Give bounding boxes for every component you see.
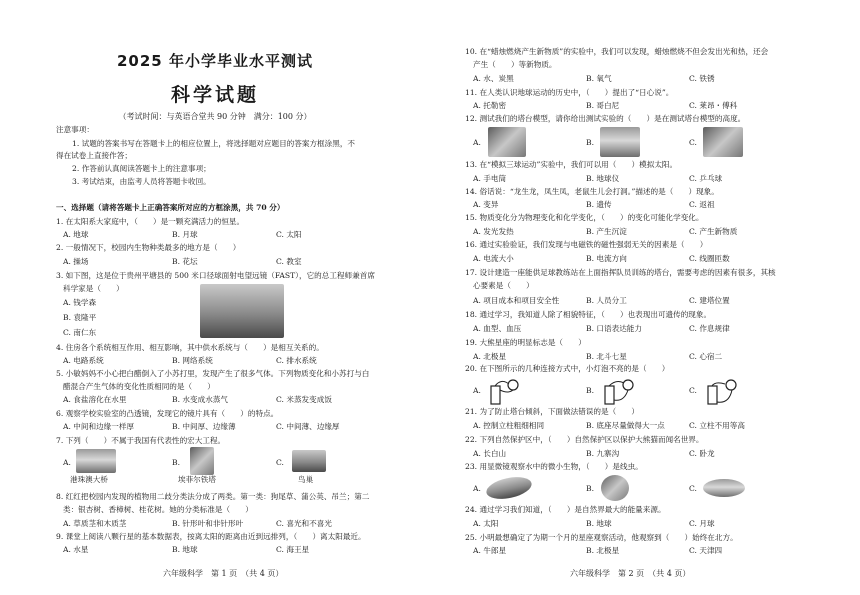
question-stem: 13. 在“模拟三球运动”实验中，我们可以用（ ）模拟太阳。 — [465, 160, 678, 169]
option-c: C. 喜光和不喜光 — [276, 519, 332, 528]
question-stem: 产生（ ）等新物质。 — [473, 60, 557, 69]
question-stem: 18. 通过学习，我知道人除了相貌特征，（ ）也表现出可遗传的现象。 — [465, 310, 712, 319]
option-c: C. 卧龙 — [689, 449, 715, 458]
tower-image — [190, 447, 214, 475]
circuit-image-b — [600, 376, 636, 406]
option-b: B. 地球 — [172, 545, 198, 554]
option-a: A. 控制立柱粗细相同 — [473, 421, 545, 430]
question-stem: 4. 住房各个系统相互作用、相互影响，其中供水系统与（ ）是相互关系的。 — [56, 343, 324, 352]
option-b: B. 花坛 — [172, 257, 198, 266]
question-stem: 11. 在人类认识地球运动的历史中，（ ）提出了“日心说”。 — [465, 88, 674, 97]
option-c: C. 建塔位置 — [689, 296, 730, 305]
question-stem: 17. 设计建造一座能供足球教练站在上面指挥队员训练的塔台，需要考虑的因素有很多，其核 — [465, 268, 776, 277]
microorganism-image-c — [703, 479, 745, 497]
option-b: B. 产生沉淀 — [586, 227, 627, 236]
option-b: B. 北极星 — [586, 546, 620, 555]
question-stem: 14. 俗话说：“龙生龙，凤生凤，老鼠生儿会打洞。”描述的是（ ）现象。 — [465, 187, 719, 196]
notice-line: 2. 作答前认真阅读答题卡上的注意事项； — [72, 164, 211, 173]
question-stem: 22. 下列自然保护区中，（ ）自然保护区以保护大熊猫而闻名世界。 — [465, 435, 704, 444]
option-c: C. 铁锈 — [689, 74, 715, 83]
option-b: B. 九寨沟 — [586, 449, 620, 458]
image-caption: 鸟巢 — [298, 475, 314, 484]
question-stem: 23. 用显微镜观察水中的微小生物，（ ）是线虫。 — [465, 462, 643, 471]
option-a: A. 电流大小 — [473, 254, 514, 263]
option-c: C. 排水系统 — [276, 356, 317, 365]
option-b: B. 底座尽量做得大一点 — [586, 421, 665, 430]
notice-line: 1. 试题的答案书写在答题卡上的相应位置上，将选择题对应题目的答案方框涂黑，不 — [72, 139, 356, 148]
circuit-image-c — [703, 376, 739, 406]
option-b: B. 氧气 — [586, 74, 612, 83]
option-a: A. 项目成本和项目安全性 — [473, 296, 560, 305]
question-stem: 16. 通过实验验证，我们发现与电磁铁的磁性强弱无关的因素是（ ） — [465, 240, 708, 249]
option-c: C. 产生新物质 — [689, 227, 738, 236]
bridge-image — [76, 449, 116, 473]
option-b: B. 袁隆平 — [63, 313, 97, 322]
stadium-image — [292, 450, 326, 472]
question-stem: 8. 红红把校园内发现的植物用二歧分类法分成了两类。第一类：狗尾草、蒲公英、吊兰；第二 — [56, 492, 370, 501]
exam-page-2 — [430, 0, 860, 595]
option-b: B. 中间厚、边缘薄 — [172, 422, 236, 431]
option-a: A. — [63, 458, 71, 467]
question-stem: 9. 课堂上阅读八颗行星的基本数据表，按离太阳的距离由近到远排列，（ ）离太阳最近。 — [56, 532, 366, 541]
option-a: A. 草质茎和木质茎 — [63, 519, 127, 528]
option-a: A. — [473, 138, 481, 147]
option-a: A. 变异 — [473, 200, 499, 209]
question-stem: 15. 物质变化分为物理变化和化学变化，（ ）的变化可能化学变化。 — [465, 213, 704, 222]
image-caption: 埃菲尔铁塔 — [178, 475, 216, 484]
circuit-image-a — [486, 376, 522, 406]
option-c: C. 教室 — [276, 257, 302, 266]
question-stem: 类：银杏树、香樟树、桂花树。她的分类标准是（ ） — [63, 505, 253, 514]
option-a: A. 电路系统 — [63, 356, 104, 365]
option-b: B. 北斗七星 — [586, 352, 627, 361]
option-b: B. 哥白尼 — [586, 101, 620, 110]
question-stem: 醋混合产生气体的变化性质相同的是（ ） — [63, 382, 215, 391]
option-a: A. 钱学森 — [63, 298, 97, 307]
option-a: A. 牛郎星 — [473, 546, 507, 555]
option-c: C. — [276, 458, 284, 467]
option-b: B. 月球 — [172, 230, 198, 239]
option-c: C. — [689, 386, 697, 395]
option-a: A. 地球 — [63, 230, 89, 239]
notice-line: 得在试卷上直接作答； — [56, 151, 132, 160]
option-c: C. 莱昂・傅科 — [689, 101, 738, 110]
option-c: C. 天津四 — [689, 546, 723, 555]
question-stem: 10. 在“蜡烛燃烧产生新物质”的实验中，我们可以发现，蜡烛燃烧不但会发出光和热，还会 — [465, 47, 769, 56]
notice-line: 3. 考试结束，由监考人员将答题卡收回。 — [72, 177, 211, 186]
option-b: B. 针形叶和非针形叶 — [172, 519, 244, 528]
tower-test-image-b — [600, 127, 640, 157]
question-stem: 1. 在太阳系大家庭中，（ ）是一颗充满活力的恒星。 — [56, 217, 245, 226]
question-stem: 19. 大熊星座的明显标志是（ ） — [465, 338, 586, 347]
option-b: B. 电流方向 — [586, 254, 627, 263]
tower-test-image-c — [703, 127, 743, 157]
option-a: A. 手电筒 — [473, 174, 507, 183]
option-b: B. 遗传 — [586, 200, 612, 209]
subject-title: 科学试题 — [170, 84, 259, 106]
option-a: A. 水、炭黑 — [473, 74, 514, 83]
question-stem: 12. 测试我们的塔台模型，请你给出测试实验的（ ）是在测试塔台模型的高度。 — [465, 114, 746, 123]
option-a: A. 太阳 — [473, 519, 499, 528]
question-stem: 25. 小明最想确定了为期一个月的星座观察活动，他观察到（ ）始终在北方。 — [465, 533, 738, 542]
option-c: C. — [689, 138, 697, 147]
page-footer: 六年级科学 第 1 页 （共 4 页） — [163, 569, 284, 578]
option-c: C. 线圈匝数 — [689, 254, 730, 263]
image-caption: 港珠澳大桥 — [70, 475, 108, 484]
section-title: 一、选择题（请将答题卡上正确答案所对应的方框涂黑，共 70 分） — [56, 203, 285, 212]
option-c: C. 南仁东 — [63, 328, 97, 337]
option-b: B. — [586, 386, 594, 395]
option-a: A. 血型、血压 — [473, 324, 522, 333]
question-stem: 5. 小敏妈妈不小心把白醋倒入了小苏打里，发现产生了很多气体。下列物质变化和小苏打与白 — [56, 369, 370, 378]
option-c: C. 作息规律 — [689, 324, 730, 333]
page-footer: 六年级科学 第 2 页 （共 4 页） — [570, 569, 691, 578]
option-a: A. 操场 — [63, 257, 89, 266]
option-b: B. 口语表达能力 — [586, 324, 642, 333]
option-c: C. 心宿二 — [689, 352, 723, 361]
question-stem: 20. 在下图所示的几种连接方式中，小灯泡不亮的是（ ） — [465, 364, 670, 373]
microorganism-image-a — [484, 473, 533, 502]
option-a: A. — [473, 484, 481, 493]
option-c: C. 乒乓球 — [689, 174, 723, 183]
option-a: A. 食盐溶化在水里 — [63, 395, 127, 404]
tower-test-image-a — [488, 127, 526, 157]
exam-title: 2025 年小学毕业水平测试 — [117, 52, 313, 70]
option-c: C. — [689, 484, 697, 493]
question-stem: 2. 一般情况下，校园内生物种类最多的地方是（ ） — [56, 243, 241, 252]
option-b: B. 地球 — [586, 519, 612, 528]
option-b: B. — [586, 138, 594, 147]
option-a: A. — [473, 386, 481, 395]
question-stem: 24. 通过学习我们知道，（ ）是自然界最大的能量来源。 — [465, 505, 666, 514]
notice-label: 注意事项： — [56, 125, 94, 134]
option-b: B. 水变成水蒸气 — [172, 395, 228, 404]
option-a: A. 中间和边缘一样厚 — [63, 422, 135, 431]
question-stem: 心要素是（ ） — [473, 281, 534, 290]
option-a: A. 水星 — [63, 545, 89, 554]
option-b: B. — [586, 484, 594, 493]
option-c: C. 中间薄、边缘厚 — [276, 422, 340, 431]
option-b: B. — [172, 458, 180, 467]
question-stem: 科学家是（ ） — [63, 284, 124, 293]
option-c: C. 立柱不用等高 — [689, 421, 745, 430]
option-c: C. 米蒸发变成饭 — [276, 395, 332, 404]
question-stem: 6. 观察学校实验室的凸透镜，发现它的镜片具有（ ）的特点。 — [56, 409, 279, 418]
option-c: C. 月球 — [689, 519, 715, 528]
option-a: A. 发光发热 — [473, 227, 514, 236]
option-c: C. 返祖 — [689, 200, 715, 209]
option-c: C. 太阳 — [276, 230, 302, 239]
exam-info: （考试时间：与英语合堂共 90 分钟 满分：100 分） — [118, 112, 312, 121]
fast-telescope-image — [200, 284, 284, 338]
option-b: B. 地球仪 — [586, 174, 620, 183]
question-stem: 21. 为了防止塔台倾斜，下面做法错误的是（ ） — [465, 407, 639, 416]
option-a: A. 托勒密 — [473, 101, 507, 110]
microorganism-image-b — [601, 475, 629, 501]
option-b: B. 网络系统 — [172, 356, 213, 365]
option-c: C. 海王星 — [276, 545, 310, 554]
option-a: A. 北极星 — [473, 352, 507, 361]
question-stem: 7. 下列（ ）不属于我国有代表性的宏大工程。 — [56, 436, 226, 445]
question-stem: 3. 如下图，这是位于贵州平塘县的 500 米口径球面射电望远镜（FAST），它的总工程师兼首席 — [56, 271, 375, 280]
option-a: A. 长白山 — [473, 449, 507, 458]
option-b: B. 人员分工 — [586, 296, 627, 305]
